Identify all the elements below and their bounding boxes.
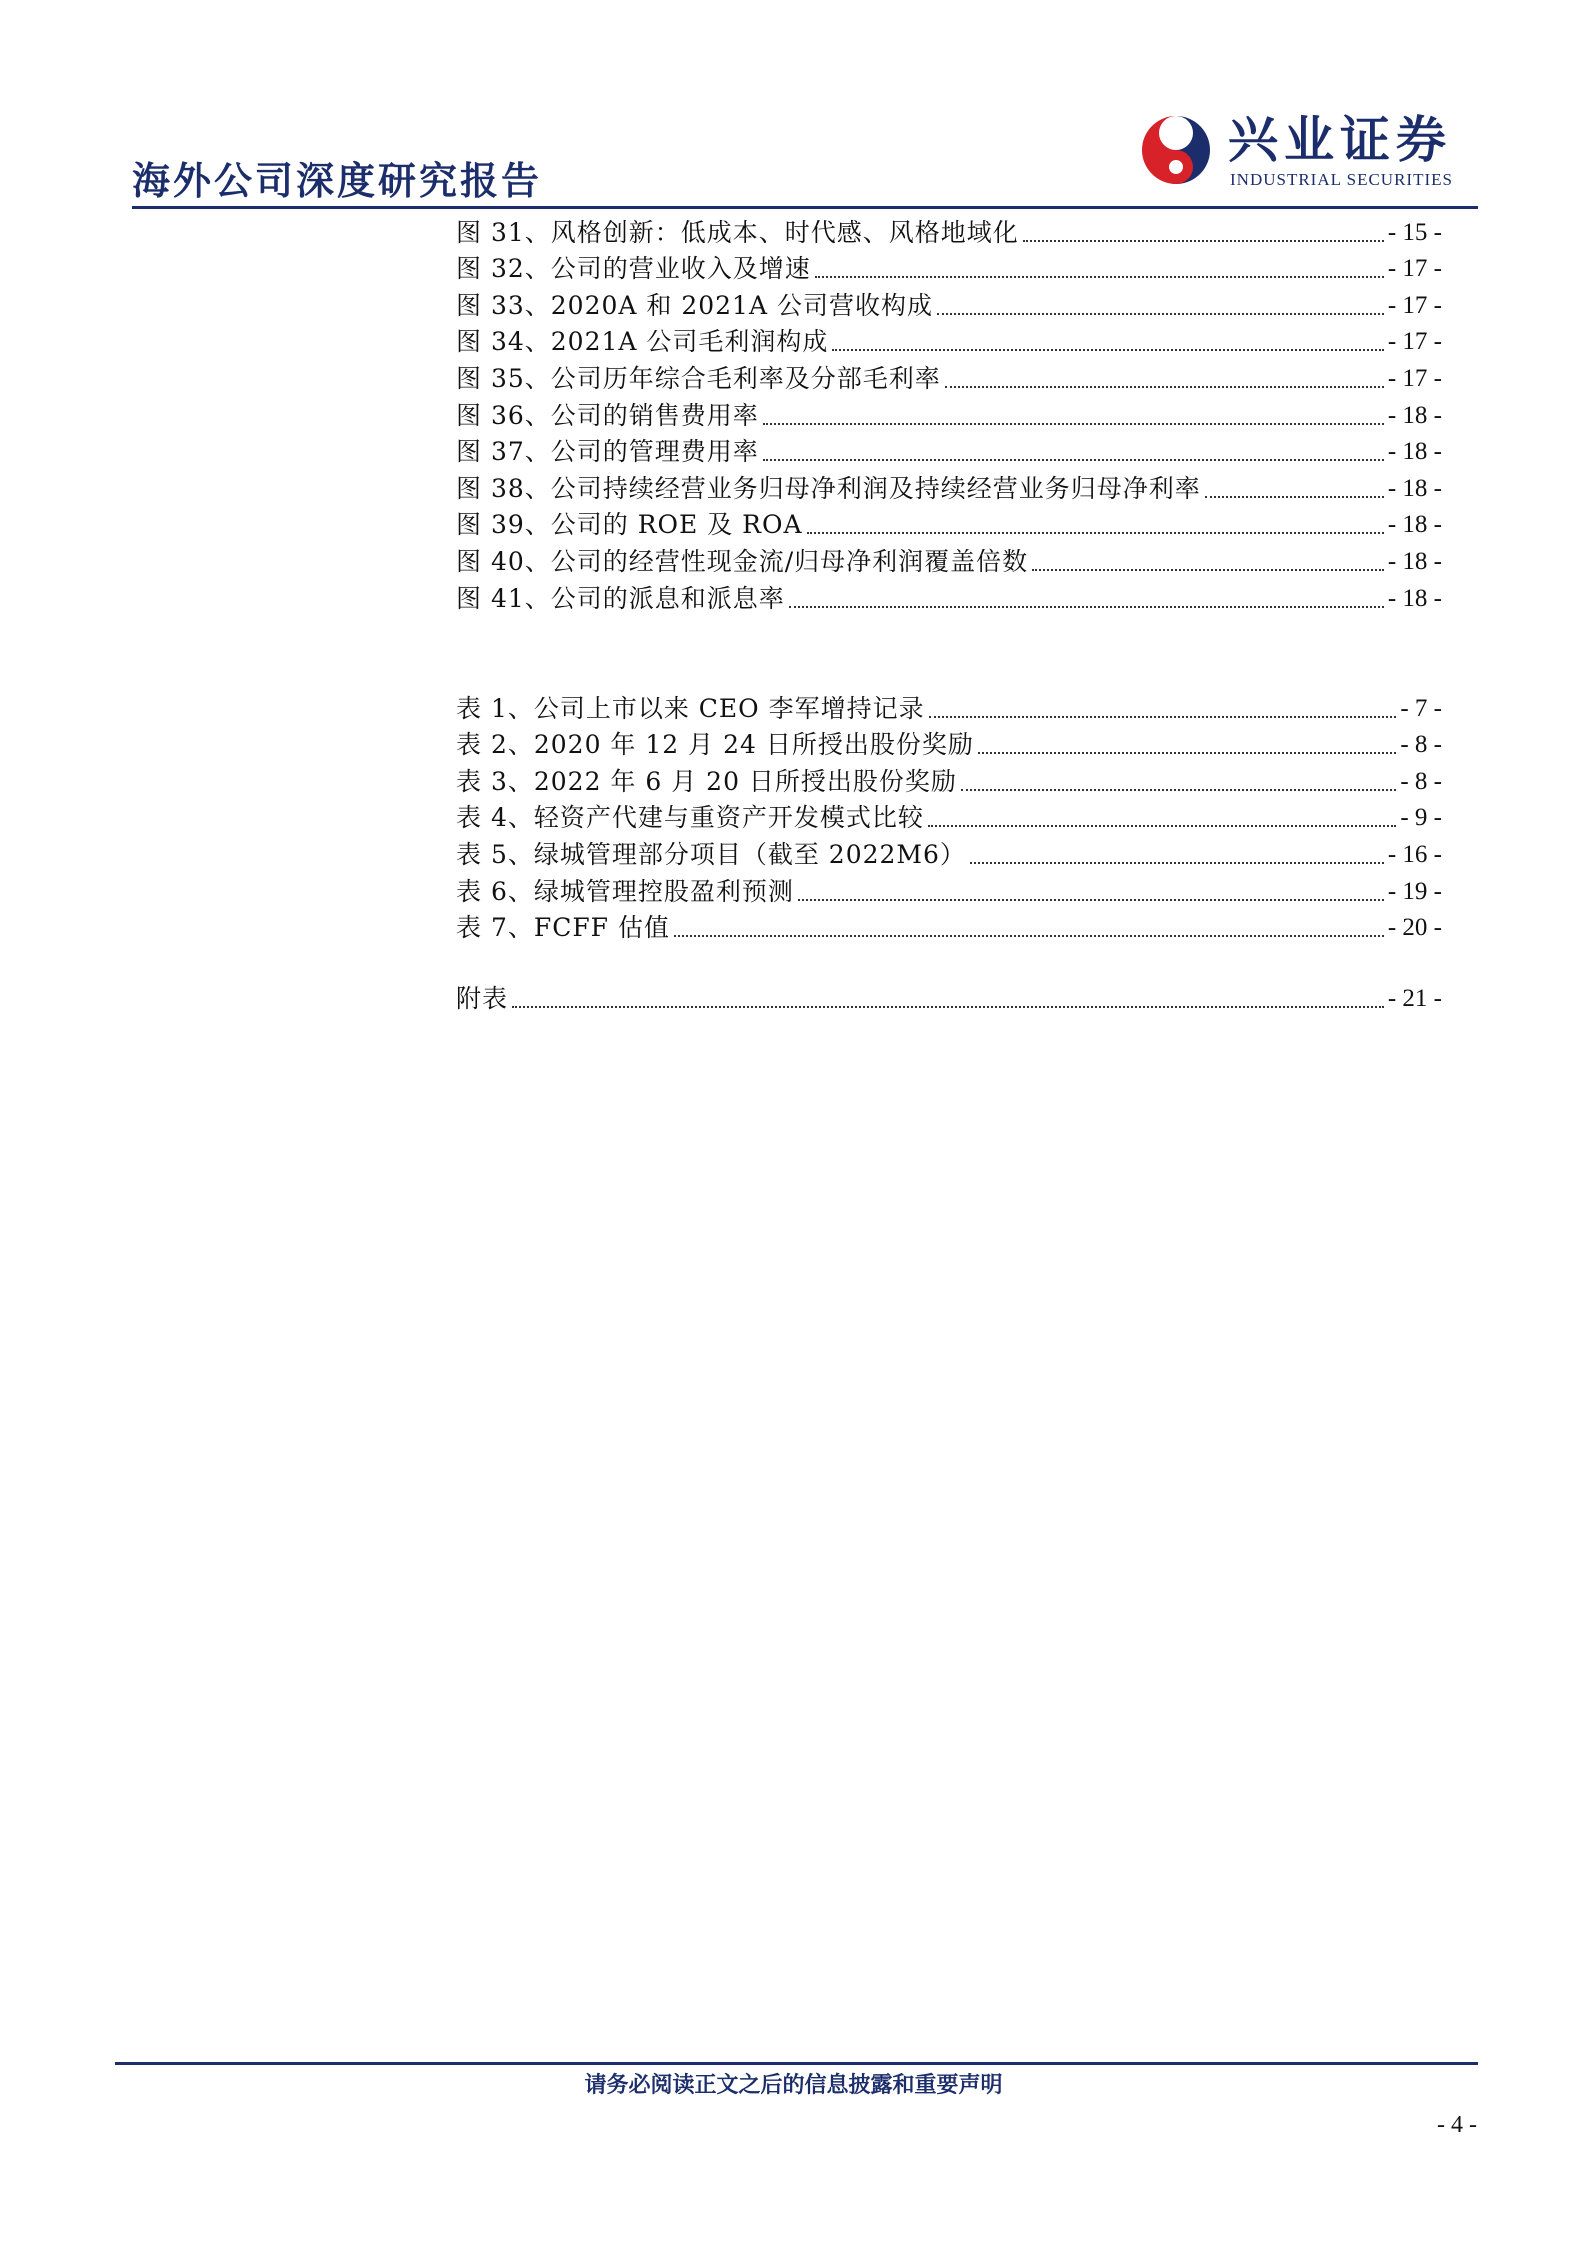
dot-leader xyxy=(763,459,1384,461)
dot-leader xyxy=(970,862,1384,864)
toc-page-number: - 17 - xyxy=(1387,328,1442,356)
toc-page-number: - 17 - xyxy=(1387,291,1442,319)
dot-leader xyxy=(1023,240,1384,242)
disclaimer-note: 请务必阅读正文之后的信息披露和重要声明 xyxy=(584,2073,1003,2098)
dot-leader xyxy=(1032,569,1384,571)
toc-label: 图 39、公司的 ROE 及 ROA xyxy=(456,510,803,540)
toc-entry-table-7[interactable] xyxy=(456,910,1442,947)
toc-page-number: - 18 - xyxy=(1387,511,1442,539)
toc-page-number: - 9 - xyxy=(1400,804,1442,832)
page-number: - 4 - xyxy=(1437,2112,1477,2138)
dot-leader xyxy=(512,1006,1384,1008)
dot-leader xyxy=(815,276,1384,278)
toc-entry-figure-39[interactable] xyxy=(456,507,1442,544)
toc-label: 图 31、风格创新：低成本、时代感、风格地域化 xyxy=(456,217,1019,247)
toc-label: 图 36、公司的销售费用率 xyxy=(456,400,759,430)
dot-leader xyxy=(789,606,1384,608)
toc-page-number: - 8 - xyxy=(1400,767,1442,795)
toc-label: 图 41、公司的派息和派息率 xyxy=(456,583,785,613)
toc-entry-figure-38[interactable] xyxy=(456,470,1442,507)
toc-label: 图 33、2020A 和 2021A 公司营收构成 xyxy=(456,290,933,320)
toc-page-number: - 17 - xyxy=(1387,255,1442,283)
toc-label: 表 3、2022 年 6 月 20 日所授出股份奖励 xyxy=(456,766,957,796)
toc-page-number: - 15 - xyxy=(1387,218,1442,246)
report-title: 海外公司深度研究报告 xyxy=(132,159,543,203)
toc-label: 表 2、2020 年 12 月 24 日所授出股份奖励 xyxy=(456,730,974,760)
dot-leader xyxy=(798,899,1384,901)
footer-divider xyxy=(115,2062,1478,2065)
dot-leader xyxy=(937,313,1384,315)
table-list xyxy=(456,690,1442,946)
dot-leader xyxy=(674,935,1384,937)
toc-entry-figure-31[interactable] xyxy=(456,214,1442,251)
dot-leader xyxy=(807,532,1384,534)
toc-entry-figure-33[interactable] xyxy=(456,287,1442,324)
toc-label: 图 40、公司的经营性现金流/归母净利润覆盖倍数 xyxy=(456,546,1029,576)
toc-entry-table-4[interactable] xyxy=(456,800,1442,837)
toc-entry-table-2[interactable] xyxy=(456,727,1442,764)
toc-entry-figure-35[interactable] xyxy=(456,360,1442,397)
dot-leader xyxy=(945,386,1384,388)
toc-label: 表 1、公司上市以来 CEO 李军增持记录 xyxy=(456,693,925,723)
dot-leader xyxy=(763,423,1384,425)
toc-entry-table-6[interactable] xyxy=(456,873,1442,910)
toc-page-number: - 20 - xyxy=(1387,914,1442,942)
toc-label: 表 4、轻资产代建与重资产开发模式比较 xyxy=(456,803,924,833)
toc-label: 图 35、公司历年综合毛利率及分部毛利率 xyxy=(456,363,941,393)
toc-page-number: - 16 - xyxy=(1387,840,1442,868)
toc-label: 表 5、绿城管理部分项目（截至 2022M6） xyxy=(456,839,966,869)
toc-page-number: - 18 - xyxy=(1387,547,1442,575)
logo-emblem-icon xyxy=(1140,114,1212,186)
dot-leader xyxy=(832,349,1383,351)
toc-entry-figure-40[interactable] xyxy=(456,543,1442,580)
toc-page-number: - 7 - xyxy=(1400,694,1442,722)
toc-page-number: - 8 - xyxy=(1400,731,1442,759)
appendix-list xyxy=(456,980,1442,1017)
company-logo xyxy=(1140,112,1480,192)
toc-entry-figure-32[interactable] xyxy=(456,251,1442,288)
dot-leader xyxy=(1205,496,1384,498)
toc-page-number: - 21 - xyxy=(1387,984,1442,1012)
toc-page-number: - 18 - xyxy=(1387,474,1442,502)
toc-label: 图 32、公司的营业收入及增速 xyxy=(456,254,811,284)
toc-entry-figure-36[interactable] xyxy=(456,397,1442,434)
toc-entry-figure-41[interactable] xyxy=(456,580,1442,617)
toc-entry-table-3[interactable] xyxy=(456,763,1442,800)
toc-page-number: - 17 - xyxy=(1387,364,1442,392)
toc-entry-figure-37[interactable] xyxy=(456,434,1442,471)
toc-entry-table-1[interactable] xyxy=(456,690,1442,727)
toc-entry-table-5[interactable] xyxy=(456,836,1442,873)
toc-entry-appendix[interactable] xyxy=(456,980,1442,1017)
logo-name-en: INDUSTRIAL SECURITIES xyxy=(1230,170,1453,189)
dot-leader xyxy=(961,789,1396,791)
dot-leader xyxy=(928,825,1396,827)
dot-leader xyxy=(929,716,1397,718)
toc-entry-figure-34[interactable] xyxy=(456,324,1442,361)
toc-page-number: - 18 - xyxy=(1387,584,1442,612)
header-divider xyxy=(132,206,1478,209)
toc-label: 图 34、2021A 公司毛利润构成 xyxy=(456,327,829,357)
figure-list xyxy=(456,214,1442,617)
toc-label: 图 37、公司的管理费用率 xyxy=(456,437,759,467)
dot-leader xyxy=(978,752,1397,754)
toc-page-number: - 18 - xyxy=(1387,438,1442,466)
toc-label: 表 7、FCFF 估值 xyxy=(456,913,670,943)
toc-page-number: - 19 - xyxy=(1387,877,1442,905)
toc-label: 附表 xyxy=(456,983,509,1013)
toc-page-number: - 18 - xyxy=(1387,401,1442,429)
toc-label: 图 38、公司持续经营业务归母净利润及持续经营业务归母净利率 xyxy=(456,473,1201,503)
toc-label: 表 6、绿城管理控股盈利预测 xyxy=(456,876,794,906)
logo-name-cn: 兴业证券 xyxy=(1228,111,1452,169)
